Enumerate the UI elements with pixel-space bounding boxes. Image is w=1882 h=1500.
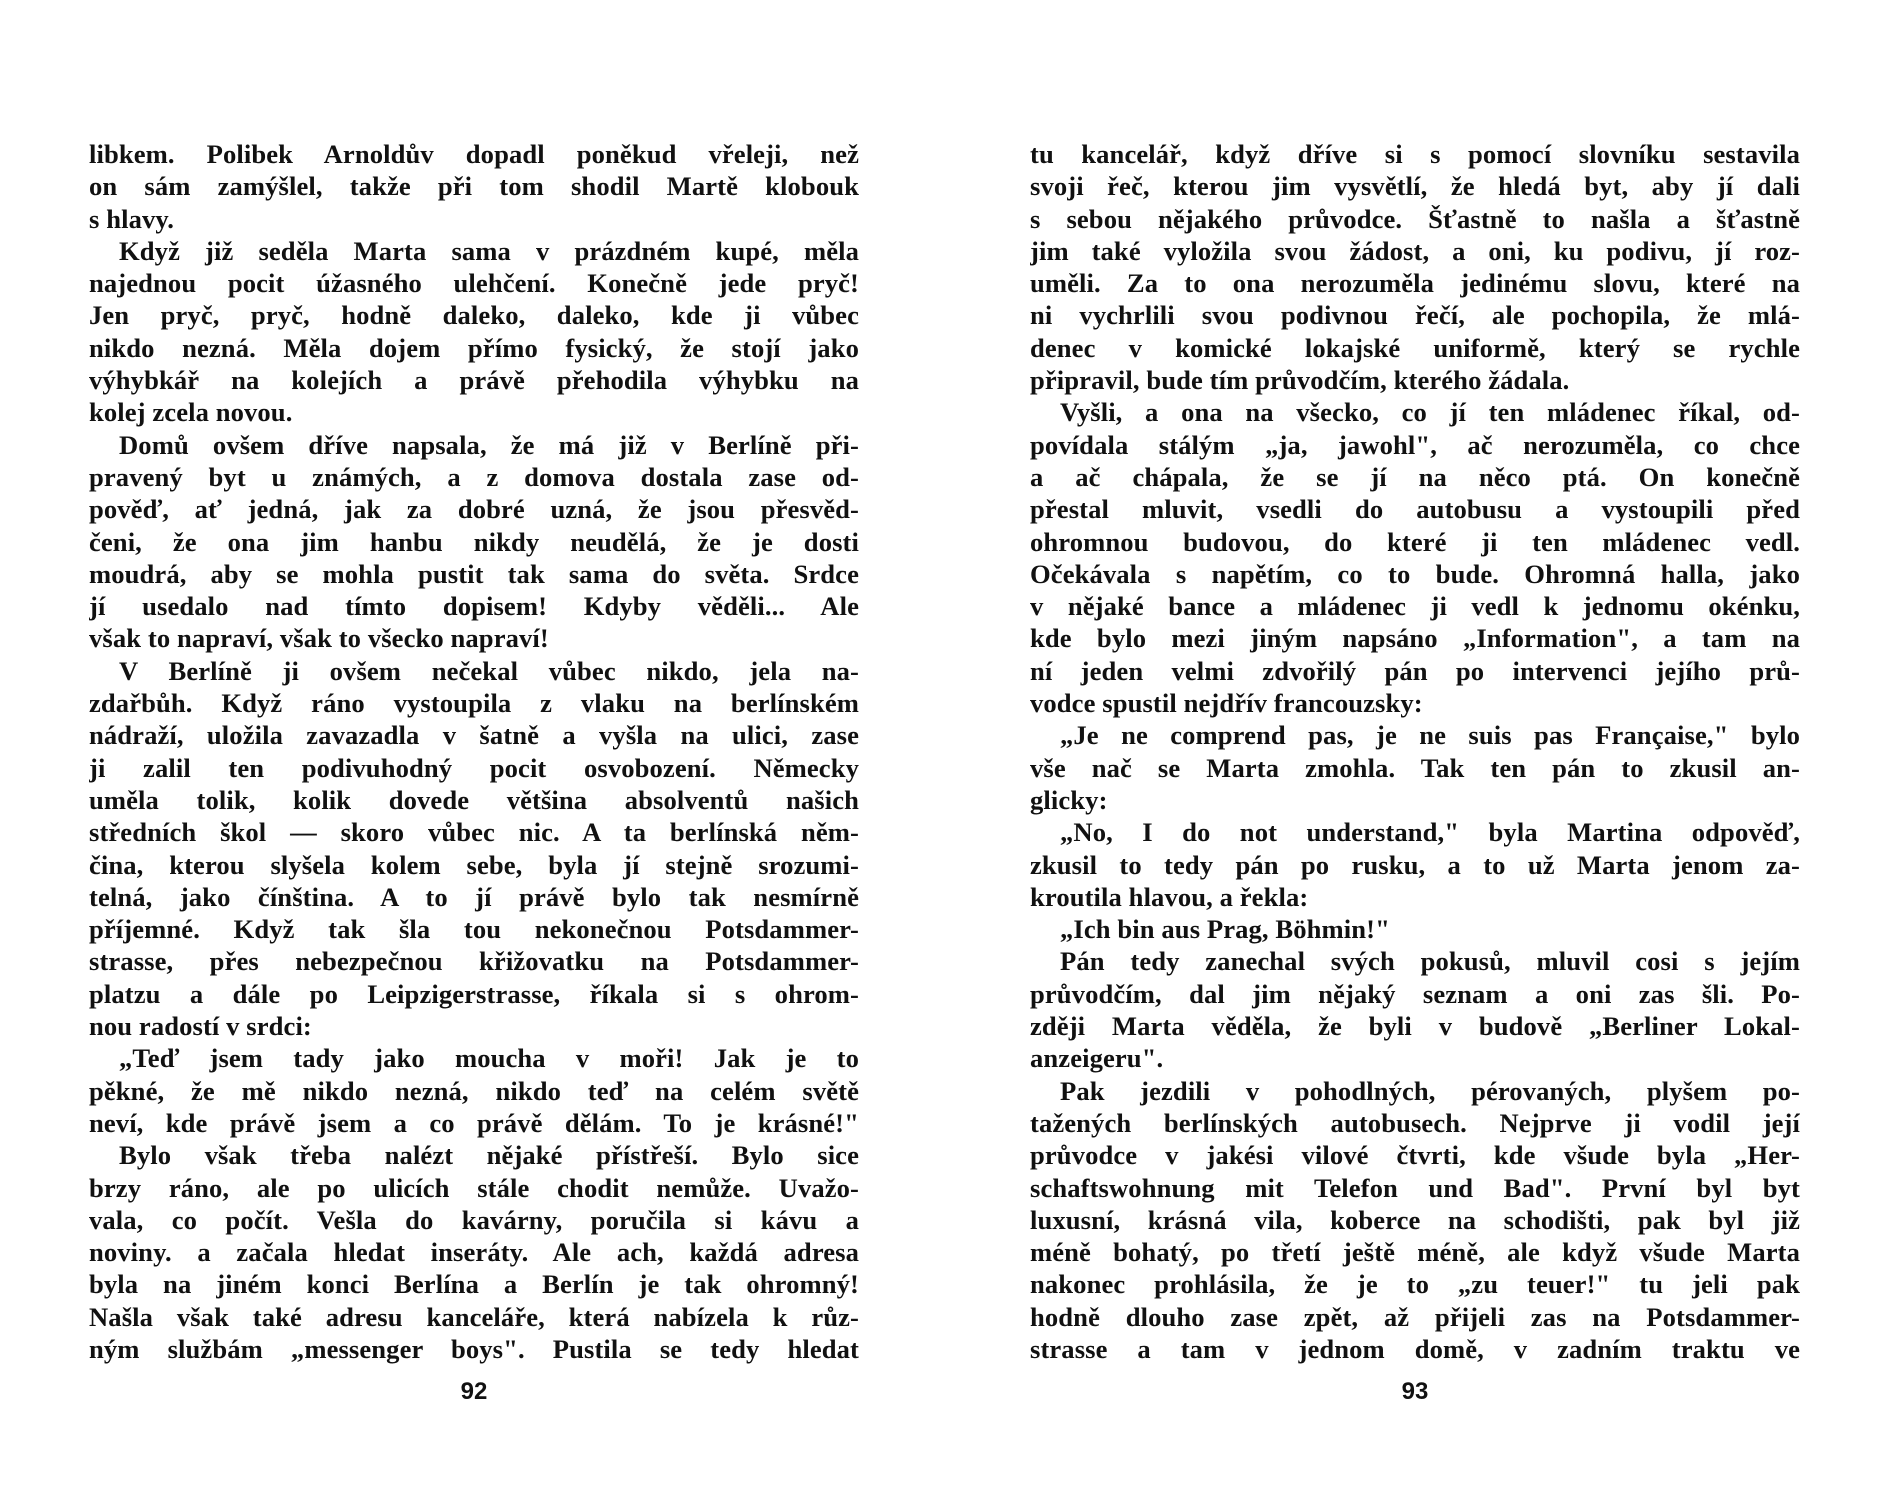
text-line: průvodce v jakési vilové čtvrti, kde všude byla „Her- <box>1030 1140 1800 1171</box>
text-line: svoji řeč, kterou jim vysvětlí, že hledá byt, aby jí dali <box>1030 171 1800 202</box>
text-line: „Teď jsem tady jako moucha v moři! Jak je to <box>119 1043 859 1074</box>
text-line: „Ich bin aus Prag, Böhmin!" <box>1060 914 1391 945</box>
text-line: přestal mluvit, vsedli do autobusu a vystoupili před <box>1030 494 1800 525</box>
text-line: kde bylo mezi jiným napsáno „Information", a tam na <box>1030 623 1800 654</box>
text-line: pravený byt u známých, a z domova dostala zase od- <box>89 461 859 492</box>
text-line: „No, I do not understand," byla Martina odpověď, <box>1060 817 1800 848</box>
left-page <box>89 138 859 1468</box>
text-line: Jen pryč, pryč, hodně daleko, daleko, kde ji vůbec <box>89 300 859 331</box>
text-line: kroutila hlavou, a řekla: <box>1030 881 1309 912</box>
text-line: strasse, přes nebezpečnou křižovatku na Potsdammer- <box>89 946 859 977</box>
text-line: uměla tolik, kolik dovede většina absolventů našich <box>89 784 859 815</box>
right-page-number: 93 <box>1401 1378 1429 1405</box>
text-line: Když již seděla Marta sama v prázdném kupé, měla <box>119 235 859 266</box>
text-line: noviny. a začala hledat inseráty. Ale ach, každá adresa <box>89 1237 859 1268</box>
text-line: Našla však také adresu kanceláře, která nabízela k růz- <box>89 1301 859 1332</box>
text-line: v nějaké bance a mládenec ji vedl k jednomu okénku, <box>1030 591 1800 622</box>
text-line: „Je ne comprend pas, je ne suis pas Française," bylo <box>1060 720 1800 751</box>
text-line: zději Marta věděla, že byli v budově „Berliner Lokal- <box>1030 1011 1800 1042</box>
text-line: Domů ovšem dříve napsala, že má již v Berlíně při- <box>119 429 859 460</box>
text-line: luxusní, krásná vila, koberce na schodišti, pak byl již <box>1030 1204 1800 1235</box>
text-line: libkem. Polibek Arnoldův dopadl poněkud vřeleji, než <box>89 139 859 169</box>
text-line: denec v komické lokajské uniformě, který se rychle <box>1030 332 1800 363</box>
text-line: s hlavy. <box>89 203 175 234</box>
text-line: pěkné, že mě nikdo nezná, nikdo teď na celém světě <box>89 1075 859 1106</box>
text-line: však to napraví, však to všecko napraví! <box>89 623 549 654</box>
text-line: hodně dlouho zase zpět, až přijeli zas na Potsdammer- <box>1030 1301 1800 1332</box>
text-line: méně bohatý, po třetí ještě méně, ale když všude Marta <box>1030 1237 1800 1268</box>
left-page-text <box>89 138 859 1365</box>
text-line: schaftswohnung mit Telefon und Bad". První byl byt <box>1030 1172 1800 1203</box>
text-line: Pán tedy zanechal svých pokusů, mluvil cosi s jejím <box>1060 946 1800 977</box>
text-line: neví, kde právě jsem a co právě dělám. To je krásné!" <box>89 1107 859 1138</box>
text-line: anzeigeru". <box>1030 1043 1164 1074</box>
text-line: výhybkář na kolejích a právě přehodila výhybku na <box>89 365 859 396</box>
text-line: ní jeden velmi zdvořilý pán po intervenci jejího prů- <box>1030 655 1800 686</box>
text-line: zkusil to tedy pán po rusku, a to už Marta jenom za- <box>1030 849 1800 880</box>
text-line: čina, kterou slyšela kolem sebe, byla jí stejně srozumi- <box>89 849 859 880</box>
text-line: glicky: <box>1030 784 1108 815</box>
text-line: tu kancelář, když dříve si s pomocí slovníku sestavila <box>1030 139 1800 169</box>
text-line: strasse a tam v jednom domě, v zadním traktu ve <box>1030 1333 1800 1364</box>
text-line: Bylo však třeba nalézt nějaké přístřeší. Bylo sice <box>119 1140 859 1171</box>
text-line: ohromnou budovou, do které ji ten mládenec vedl. <box>1030 526 1800 557</box>
text-line: Pak jezdili v pohodlných, pérovaných, plyšem po- <box>1060 1075 1800 1106</box>
text-line: připravil, bude tím průvodčím, kterého žádala. <box>1030 365 1570 396</box>
right-page <box>1030 138 1800 1468</box>
text-line: platzu a dále po Leipzigerstrasse, říkala si s ohrom- <box>89 978 859 1009</box>
text-line: moudrá, aby se mohla pustit tak sama do světa. Srdce <box>89 558 859 589</box>
text-line: jim také vyložila svou žádost, a oni, ku podivu, jí roz- <box>1030 235 1800 266</box>
text-line: nakonec prohlásila, že je to „zu teuer!" tu jeli pak <box>1030 1269 1800 1300</box>
text-line: průvodčím, dal jim nějaký seznam a oni zas šli. Po- <box>1030 978 1800 1009</box>
text-line: ji zalil ten podivuhodný pocit osvobození. Německy <box>89 752 859 783</box>
text-line: brzy ráno, ale po ulicích stále chodit nemůže. Uvažo- <box>89 1172 859 1203</box>
text-line: čeni, že ona jim hanbu nikdy neudělá, že je dosti <box>89 526 859 557</box>
text-line: uměli. Za to ona nerozuměla jedinému slovu, které na <box>1030 268 1800 299</box>
text-line: vše nač se Marta zmohla. Tak ten pán to zkusil an- <box>1030 752 1800 783</box>
text-line: zdařbůh. Když ráno vystoupila z vlaku na berlínském <box>89 688 859 719</box>
text-line: nikdo nezná. Měla dojem přímo fysický, že stojí jako <box>89 332 859 363</box>
text-line: kolej zcela novou. <box>89 397 293 428</box>
text-line: s sebou nějakého průvodce. Šťastně to našla a šťastně <box>1030 203 1800 234</box>
text-line: středních škol — skoro vůbec nic. A ta berlínská něm- <box>89 817 859 848</box>
text-line: povídala stálým „ja, jawohl", ač nerozuměla, co chce <box>1030 429 1800 460</box>
text-line: najednou pocit úžasného ulehčení. Konečně jede pryč! <box>89 268 859 299</box>
left-page-number: 92 <box>460 1378 488 1405</box>
text-line: pověď, ať jedná, jak za dobré uzná, že jsou přesvěd- <box>89 494 859 525</box>
text-line: vala, co počít. Vešla do kavárny, poručila si kávu a <box>89 1204 859 1235</box>
text-line: příjemné. Když tak šla tou nekonečnou Potsdammer- <box>89 914 859 945</box>
text-line: ni vychrlili svou podivnou řečí, ale pochopila, že mlá- <box>1030 300 1800 331</box>
text-line: telná, jako čínština. A to jí právě bylo tak nesmírně <box>89 881 859 912</box>
right-page-text <box>1030 138 1800 1365</box>
text-line: Očekávala s napětím, co to bude. Ohromná halla, jako <box>1030 558 1800 589</box>
text-line: vodce spustil nejdřív francouzsky: <box>1030 688 1423 719</box>
text-line: nádraží, uložila zavazadla v šatně a vyšla na ulici, zase <box>89 720 859 751</box>
text-line: tažených berlínských autobusech. Nejprve ji vodil její <box>1030 1107 1800 1138</box>
text-line: jí usedalo nad tímto dopisem! Kdyby věděli... Ale <box>89 591 859 622</box>
text-line: V Berlíně ji ovšem nečekal vůbec nikdo, jela na- <box>119 655 859 686</box>
text-line: byla na jiném konci Berlína a Berlín je tak ohromný! <box>89 1269 859 1300</box>
text-line: a ač chápala, že se jí na něco ptá. On konečně <box>1030 461 1800 492</box>
text-line: nou radostí v srdci: <box>89 1011 312 1042</box>
text-line: ným službám „messenger boys". Pustila se tedy hledat <box>89 1333 859 1364</box>
text-line: Vyšli, a ona na všecko, co jí ten mládenec říkal, od- <box>1060 397 1800 428</box>
text-line: on sám zamýšlel, takže při tom shodil Martě klobouk <box>89 171 859 202</box>
